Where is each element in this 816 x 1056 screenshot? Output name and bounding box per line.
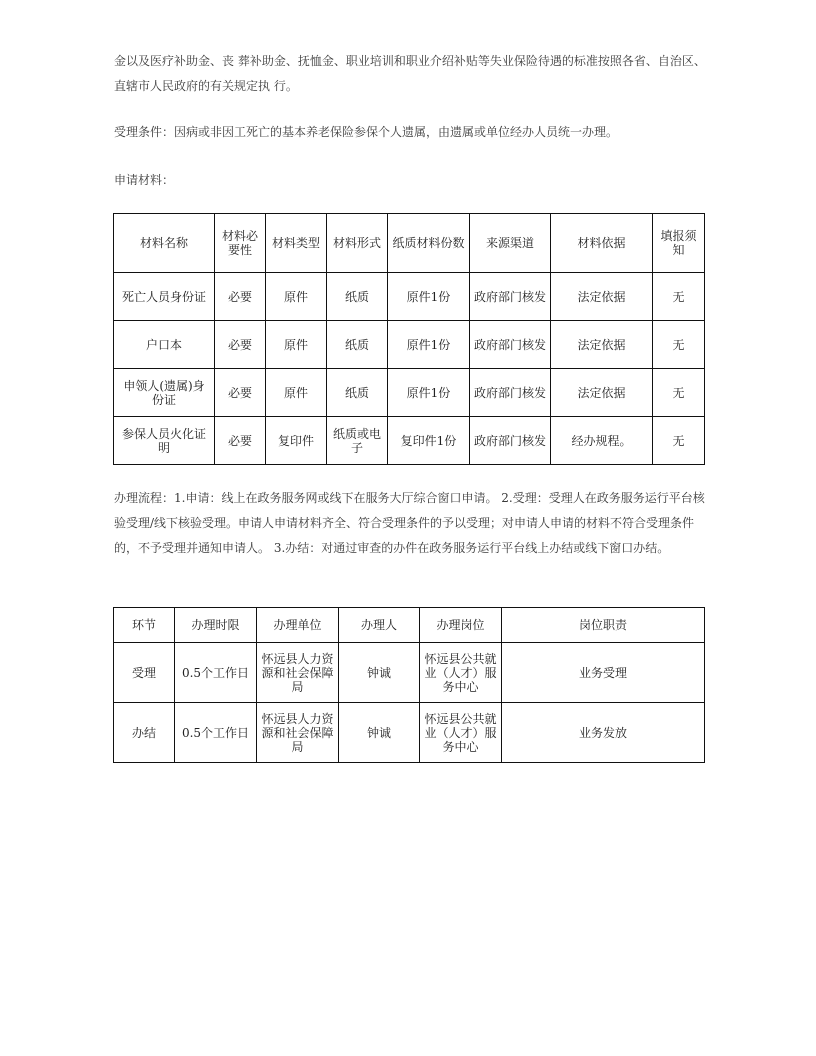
materials-table <box>113 213 705 465</box>
table-header-cell: 环节 <box>114 608 175 643</box>
table-cell: 必要 <box>215 273 266 321</box>
table-cell: 无 <box>653 417 705 465</box>
table-header-cell: 来源渠道 <box>470 214 551 273</box>
table-cell: 申领人(遗属)身份证 <box>114 369 215 417</box>
table-cell: 无 <box>653 273 705 321</box>
table-cell: 无 <box>653 321 705 369</box>
table-cell: 业务受理 <box>502 643 705 703</box>
table-cell: 无 <box>653 369 705 417</box>
table-header-row <box>114 214 705 273</box>
table-header-cell: 材料依据 <box>551 214 653 273</box>
process-paragraph: 办理流程：1.申请：线上在政务服务网或线下在服务大厅综合窗口申请。 2.受理：受理人在政务服务运行平台核验受理/线下核验受理。申请人申请材料齐全、符合受理条件的予以受理；对申请人申请的材料不符合受理条件的，不予受理并通知申请人。 3.办结：对通过审查的办件在政务服务运行平台线上办结或线下窗口办结。 <box>114 491 705 555</box>
table-cell: 复印件 <box>266 417 327 465</box>
table-cell: 原件 <box>266 321 327 369</box>
table-cell: 纸质或电子 <box>327 417 388 465</box>
table-row <box>114 321 705 369</box>
table-cell: 经办规程。 <box>551 417 653 465</box>
table-row <box>114 369 705 417</box>
table-cell: 政府部门核发 <box>470 321 551 369</box>
table-cell: 钟诚 <box>339 643 420 703</box>
table-cell: 0.5个工作日 <box>175 643 257 703</box>
table-cell: 业务发放 <box>502 703 705 763</box>
table-cell: 怀远县人力资源和社会保障局 <box>257 643 339 703</box>
table-header-cell: 填报须知 <box>653 214 705 273</box>
table-cell: 法定依据 <box>551 273 653 321</box>
conditions-paragraph: 受理条件：因病或非因工死亡的基本养老保险参保个人遗属，由遗属或单位经办人员统一办理。 <box>114 125 619 139</box>
table-cell: 法定依据 <box>551 369 653 417</box>
table-cell: 必要 <box>215 417 266 465</box>
table-cell: 原件 <box>266 369 327 417</box>
table-cell: 死亡人员身份证 <box>114 273 215 321</box>
table-header-cell: 材料名称 <box>114 214 215 273</box>
table-cell: 怀远县公共就业（人才）服务中心 <box>420 703 502 763</box>
table-row <box>114 417 705 465</box>
table-cell: 户口本 <box>114 321 215 369</box>
table-cell: 原件1份 <box>388 369 470 417</box>
table-cell: 政府部门核发 <box>470 273 551 321</box>
table-header-row <box>114 608 705 643</box>
table-cell: 受理 <box>114 643 175 703</box>
table-header-cell: 办理单位 <box>257 608 339 643</box>
table-cell: 政府部门核发 <box>470 369 551 417</box>
table-cell: 法定依据 <box>551 321 653 369</box>
table-cell: 怀远县公共就业（人才）服务中心 <box>420 643 502 703</box>
table-row <box>114 703 705 763</box>
table-cell: 原件 <box>266 273 327 321</box>
table-header-cell: 材料类型 <box>266 214 327 273</box>
process-table <box>113 607 705 763</box>
table-cell: 必要 <box>215 369 266 417</box>
table-header-cell: 办理人 <box>339 608 420 643</box>
table-cell: 0.5个工作日 <box>175 703 257 763</box>
table-cell: 钟诚 <box>339 703 420 763</box>
table-header-cell: 办理时限 <box>175 608 257 643</box>
table-cell: 纸质 <box>327 273 388 321</box>
table-cell: 原件1份 <box>388 273 470 321</box>
table-row <box>114 643 705 703</box>
table-cell: 原件1份 <box>388 321 470 369</box>
table-header-cell: 材料形式 <box>327 214 388 273</box>
intro-paragraph: 金以及医疗补助金、丧 葬补助金、抚恤金、职业培训和职业介绍补贴等失业保险待遇的标准按照各省、自治区、直辖市人民政府的有关规定执 行。 <box>114 54 706 93</box>
table-cell: 怀远县人力资源和社会保障局 <box>257 703 339 763</box>
table-header-cell: 材料必要性 <box>215 214 266 273</box>
table-header-cell: 办理岗位 <box>420 608 502 643</box>
table-cell: 参保人员火化证明 <box>114 417 215 465</box>
table-cell: 纸质 <box>327 321 388 369</box>
table-cell: 复印件1份 <box>388 417 470 465</box>
table-header-cell: 岗位职责 <box>502 608 705 643</box>
table-cell: 纸质 <box>327 369 388 417</box>
materials-heading: 申请材料： <box>114 173 175 187</box>
table-row <box>114 273 705 321</box>
table-header-cell: 纸质材料份数 <box>388 214 470 273</box>
table-cell: 必要 <box>215 321 266 369</box>
table-cell: 政府部门核发 <box>470 417 551 465</box>
table-cell: 办结 <box>114 703 175 763</box>
